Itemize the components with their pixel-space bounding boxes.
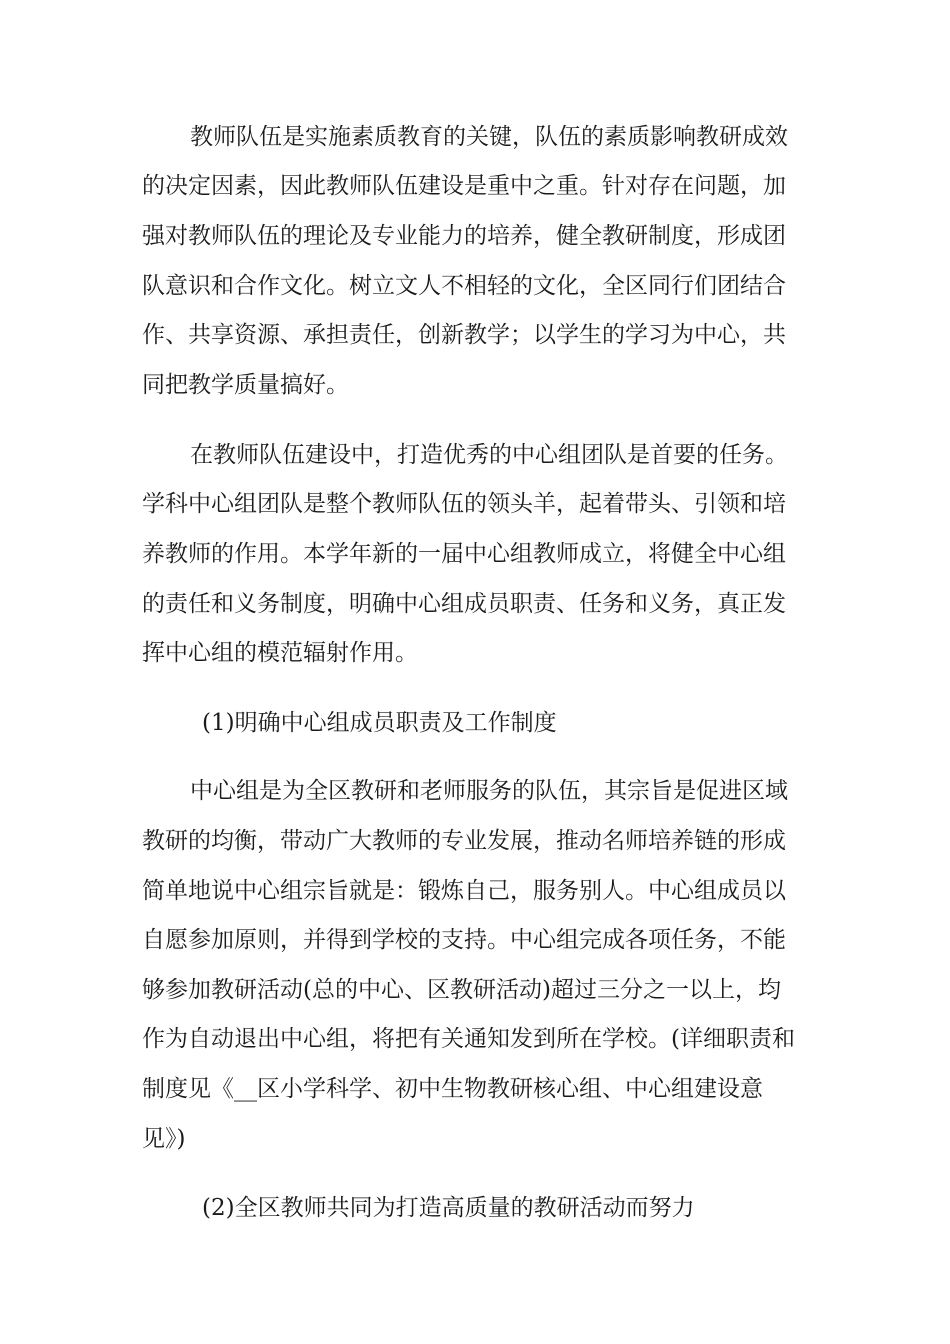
paragraph-3-line-1: 中心组是为全区教研和老师服务的队伍，其宗旨是促进区域 (190, 778, 788, 804)
paragraph-3-line-5: 够参加教研活动(总的中心、区教研活动)超过三分之一以上，均 (142, 977, 781, 1003)
section-heading-1: (1)明确中心组成员职责及工作制度 (202, 710, 557, 736)
paragraph-2-line-5: 挥中心组的模范辐射作用。 (142, 640, 418, 666)
paragraph-1-line-1: 教师队伍是实施素质教育的关键，队伍的素质影响教研成效 (190, 124, 788, 150)
paragraph-2-line-3: 养教师的作用。本学年新的一届中心组教师成立，将健全中心组 (142, 541, 786, 567)
paragraph-3-line-4: 自愿参加原则，并得到学校的支持。中心组完成各项任务，不能 (142, 927, 786, 953)
paragraph-3-line-2: 教研的均衡，带动广大教师的专业发展，推动名师培养链的形成 (142, 828, 786, 854)
paragraph-3-line-8: 见》) (142, 1126, 186, 1152)
section-heading-2: (2)全区教师共同为打造高质量的教研活动而努力 (202, 1195, 695, 1221)
paragraph-1-line-3: 强对教师队伍的理论及专业能力的培养，健全教研制度，形成团 (142, 223, 786, 249)
paragraph-3-line-7: 制度见《__区小学科学、初中生物教研核心组、中心组建设意 (142, 1076, 763, 1102)
paragraph-2-line-4: 的责任和义务制度，明确中心组成员职责、任务和义务，真正发 (142, 591, 786, 617)
paragraph-2-line-1: 在教师队伍建设中，打造优秀的中心组团队是首要的任务。 (190, 442, 788, 468)
paragraph-3-line-3: 简单地说中心组宗旨就是：锻炼自己，服务别人。中心组成员以 (142, 878, 786, 904)
paragraph-3-line-6: 作为自动退出中心组，将把有关通知发到所在学校。(详细职责和 (142, 1026, 795, 1052)
paragraph-2-line-2: 学科中心组团队是整个教师队伍的领头羊，起着带头、引领和培 (142, 491, 786, 517)
paragraph-1-line-6: 同把教学质量搞好。 (142, 372, 349, 398)
paragraph-1-line-5: 作、共享资源、承担责任，创新教学；以学生的学习为中心，共 (142, 322, 786, 348)
paragraph-1-line-4: 队意识和合作文化。树立文人不相轻的文化，全区同行们团结合 (142, 273, 786, 299)
paragraph-1-line-2: 的决定因素，因此教师队伍建设是重中之重。针对存在问题，加 (142, 173, 786, 199)
